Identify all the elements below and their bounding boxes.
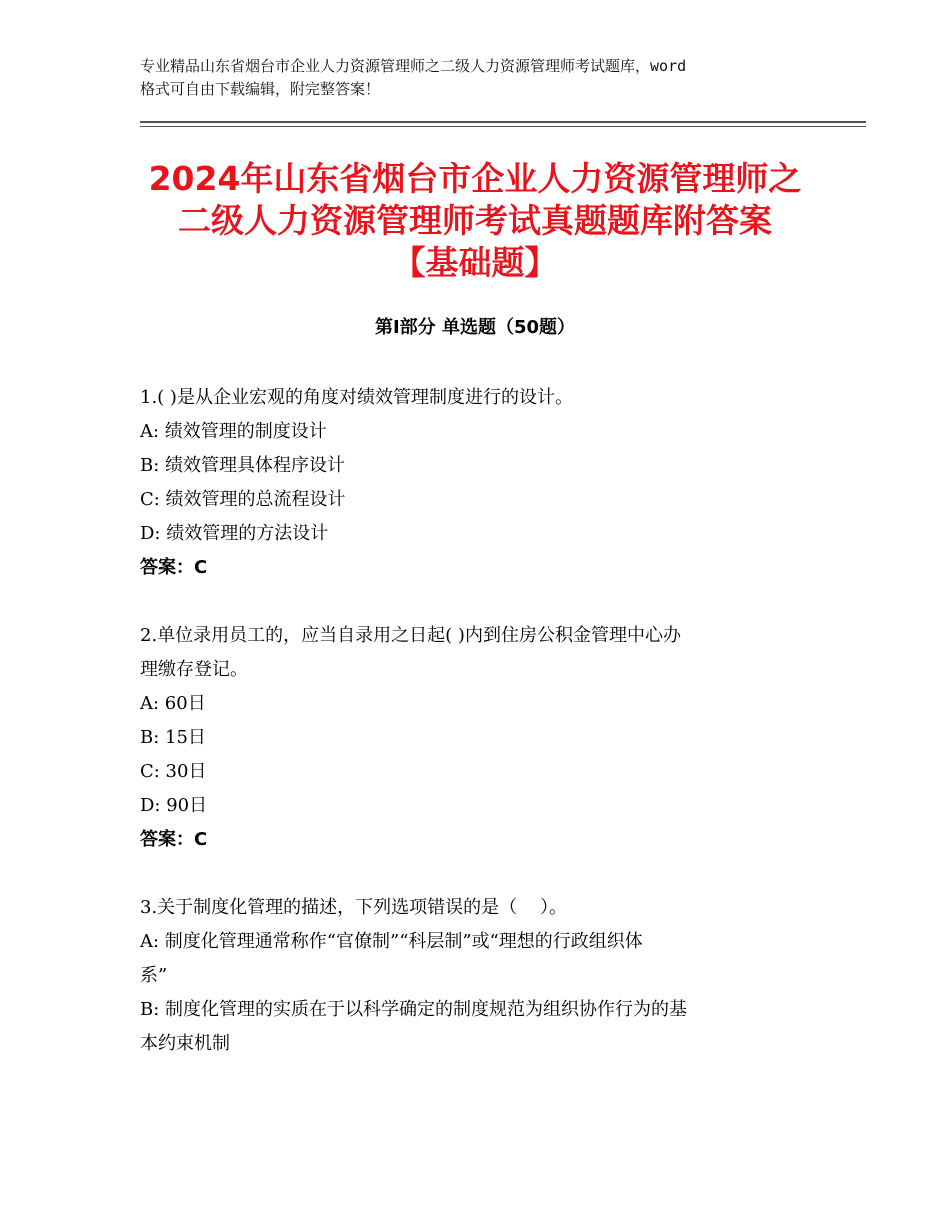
option-d: D: 90日: [140, 795, 208, 816]
answer-label: 答案：C: [140, 829, 208, 850]
option-b-continued: 本约束机制: [140, 1033, 230, 1054]
question-3: [140, 891, 820, 1061]
title-line-2: 二级人力资源管理师考试真题题库附答案: [178, 201, 772, 240]
option-b: B: 绩效管理具体程序设计: [140, 455, 346, 476]
question-stem: 2.单位录用员工的，应当自录用之日起( )内到住房公积金管理中心办: [140, 625, 681, 646]
question-stem: 1.( )是从企业宏观的角度对绩效管理制度进行的设计。: [140, 387, 573, 408]
question-2: [140, 619, 820, 857]
question-spacer: [140, 857, 820, 891]
option-a-continued: 系”: [140, 965, 168, 986]
option-a: A: 制度化管理通常称作“官僚制”“科层制”或“理想的行政组织体: [140, 931, 643, 952]
option-b: B: 制度化管理的实质在于以科学确定的制度规范为组织协作行为的基: [140, 999, 688, 1020]
option-d: D: 绩效管理的方法设计: [140, 523, 329, 544]
option-b: B: 15日: [140, 727, 206, 748]
document-title: [100, 158, 850, 284]
header-line-1: 专业精品山东省烟台市企业人力资源管理师之二级人力资源管理师考试题库，word: [140, 57, 687, 75]
title-line-1: 2024年山东省烟台市企业人力资源管理师之: [148, 159, 802, 198]
question-stem: 3.关于制度化管理的描述，下列选项错误的是（ ）。: [140, 897, 568, 918]
question-list: [140, 381, 820, 1061]
document-header: [140, 55, 820, 101]
option-a: A: 60日: [140, 693, 206, 714]
title-line-3: 【基础题】: [392, 243, 558, 282]
question-spacer: [140, 585, 820, 619]
option-a: A: 绩效管理的制度设计: [140, 421, 327, 442]
header-line-2: 格式可自由下载编辑，附完整答案！: [140, 80, 381, 98]
question-stem-continued: 理缴存登记。: [140, 659, 248, 680]
answer-label: 答案：C: [140, 557, 208, 578]
header-rule-thin: [140, 126, 866, 127]
header-rule-thick: [140, 121, 866, 123]
option-c: C: 绩效管理的总流程设计: [140, 489, 346, 510]
option-c: C: 30日: [140, 761, 207, 782]
question-1: [140, 381, 820, 585]
section-heading: 第Ⅰ部分 单选题（50题）: [374, 317, 575, 338]
